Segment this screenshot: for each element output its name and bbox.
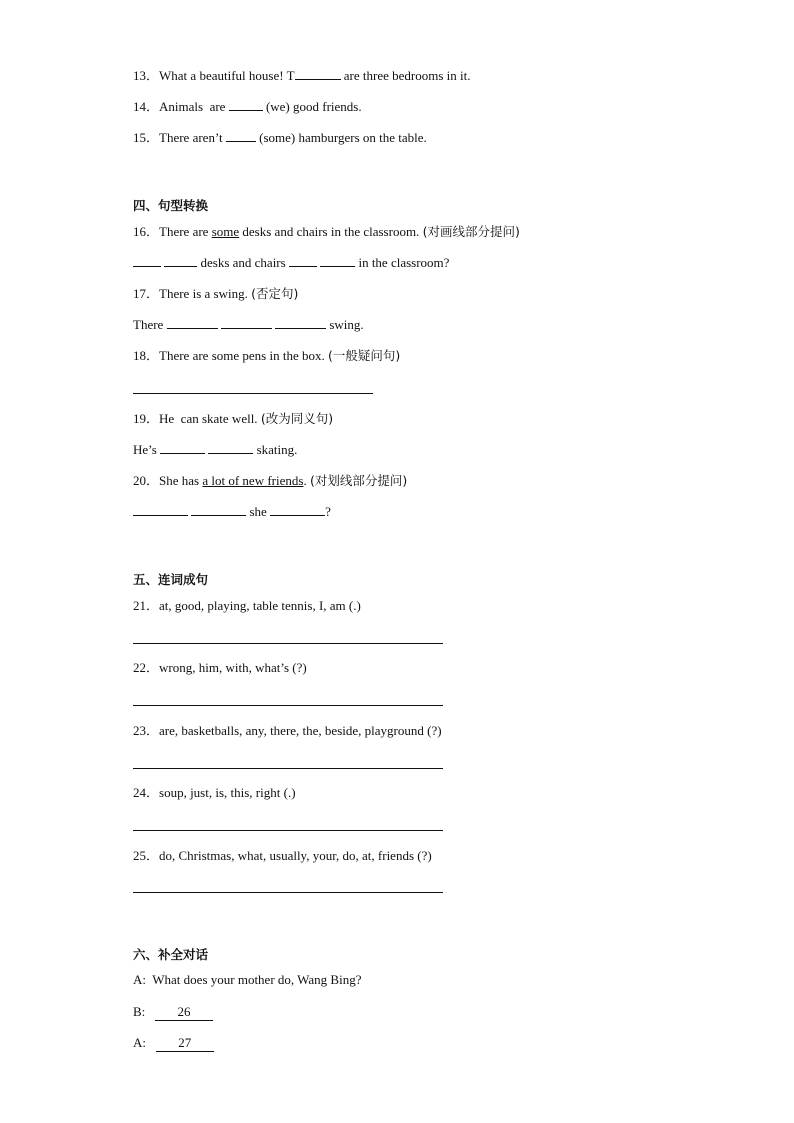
instruction: (对画线部分提问) [422, 224, 520, 239]
answer-blank[interactable] [226, 130, 256, 142]
question-number: 25． [133, 848, 160, 863]
question-text: do, Christmas, what, usually, your, do, at, friends (?) [159, 848, 432, 863]
section-heading-6: 六、补全对话 [133, 947, 209, 962]
instruction: (改为同义句) [260, 411, 334, 426]
question-text: There aren’t [159, 130, 226, 145]
question-17 [133, 286, 298, 302]
answer-blank[interactable] [133, 504, 188, 516]
underlined-phrase: some [211, 224, 240, 239]
answer-rule[interactable] [133, 393, 373, 394]
question-21 [133, 598, 361, 614]
answer-blank[interactable] [229, 99, 263, 111]
question-20 [133, 473, 407, 489]
question-text: There are [159, 224, 212, 239]
question-number: 20． [133, 473, 160, 488]
question-text: Animals are [159, 99, 229, 114]
answer-blank[interactable] [275, 317, 326, 329]
answer-blank[interactable] [289, 255, 317, 267]
answer-text: she [246, 504, 271, 519]
question-25 [133, 848, 432, 864]
question-text: (some) hamburgers on the table. [255, 130, 427, 145]
answer-rule[interactable] [133, 643, 443, 644]
answer-rule[interactable] [133, 705, 443, 706]
question-number: 21． [133, 598, 160, 613]
question-number: 19． [133, 411, 160, 426]
numbered-blank[interactable]: 27 [156, 1035, 214, 1052]
answer-text: in the classroom? [355, 255, 450, 270]
question-number: 17． [133, 286, 160, 301]
answer-text: ? [325, 504, 331, 519]
section-heading-5: 五、连词成句 [133, 572, 209, 587]
answer-blank[interactable] [270, 504, 325, 516]
instruction: (对划线部分提问) [309, 473, 408, 488]
question-text: She has [159, 473, 203, 488]
question-19 [133, 411, 333, 427]
question-24 [133, 785, 296, 801]
question-text: wrong, him, with, what’s (?) [159, 660, 307, 675]
question-text: . [303, 473, 310, 488]
question-text: There is a swing. [159, 286, 252, 301]
question-14 [133, 99, 362, 115]
question-text: There are some pens in the box. [159, 348, 328, 363]
question-number: 24． [133, 785, 160, 800]
question-text: at, good, playing, table tennis, I, am (.) [159, 598, 361, 613]
answer-text: He’s [133, 442, 161, 457]
answer-rule[interactable] [133, 768, 443, 769]
answer-blank[interactable] [295, 68, 341, 80]
question-number: 23． [133, 723, 160, 738]
question-text: desks and chairs in the classroom. [239, 224, 423, 239]
answer-blank[interactable] [221, 317, 272, 329]
question-number: 18． [133, 348, 160, 363]
answer-blank[interactable] [164, 255, 197, 267]
question-text: are, basketballs, any, there, the, beside, playground (?) [159, 723, 442, 738]
instruction: (否定句) [251, 286, 299, 301]
question-text: What a beautiful house! T [159, 68, 295, 83]
speaker-label: B: [133, 1004, 146, 1019]
question-number: 16． [133, 224, 160, 239]
answer-blank[interactable] [167, 317, 218, 329]
question-number: 15． [133, 130, 160, 145]
question-text: He can skate well. [159, 411, 261, 426]
answer-blank[interactable] [160, 442, 205, 454]
numbered-blank[interactable]: 26 [155, 1004, 213, 1021]
instruction: (一般疑问句) [327, 348, 401, 363]
answer-blank[interactable] [208, 442, 253, 454]
dialog-line-a1 [133, 972, 361, 988]
answer-text: There [133, 317, 167, 332]
question-22 [133, 660, 307, 676]
question-23 [133, 723, 442, 739]
question-18 [133, 348, 400, 364]
speaker-label: A: [133, 972, 146, 987]
answer-blank[interactable] [133, 255, 161, 267]
section-heading-4: 四、句型转换 [133, 198, 209, 213]
answer-line-19 [133, 442, 297, 458]
answer-blank[interactable] [320, 255, 355, 267]
question-number: 22． [133, 660, 160, 675]
dialog-line-b1 [133, 1004, 213, 1021]
answer-text: desks and chairs [197, 255, 289, 270]
answer-rule[interactable] [133, 892, 443, 893]
question-number: 13． [133, 68, 160, 83]
answer-line-16 [133, 255, 449, 271]
question-text: (we) good friends. [262, 99, 362, 114]
question-text: soup, just, is, this, right (.) [159, 785, 296, 800]
answer-line-17 [133, 317, 364, 333]
question-number: 14． [133, 99, 160, 114]
answer-rule[interactable] [133, 830, 443, 831]
answer-line-20 [133, 504, 331, 520]
dialog-line-a2 [133, 1035, 214, 1052]
underlined-phrase: a lot of new friends [202, 473, 304, 488]
dialog-text: What does your mother do, Wang Bing? [152, 972, 362, 987]
question-13 [133, 68, 470, 84]
speaker-label: A: [133, 1035, 146, 1050]
question-15 [133, 130, 427, 146]
question-text: are three bedrooms in it. [340, 68, 471, 83]
answer-blank[interactable] [191, 504, 246, 516]
answer-text: swing. [326, 317, 364, 332]
question-16 [133, 224, 520, 240]
answer-text: skating. [253, 442, 298, 457]
